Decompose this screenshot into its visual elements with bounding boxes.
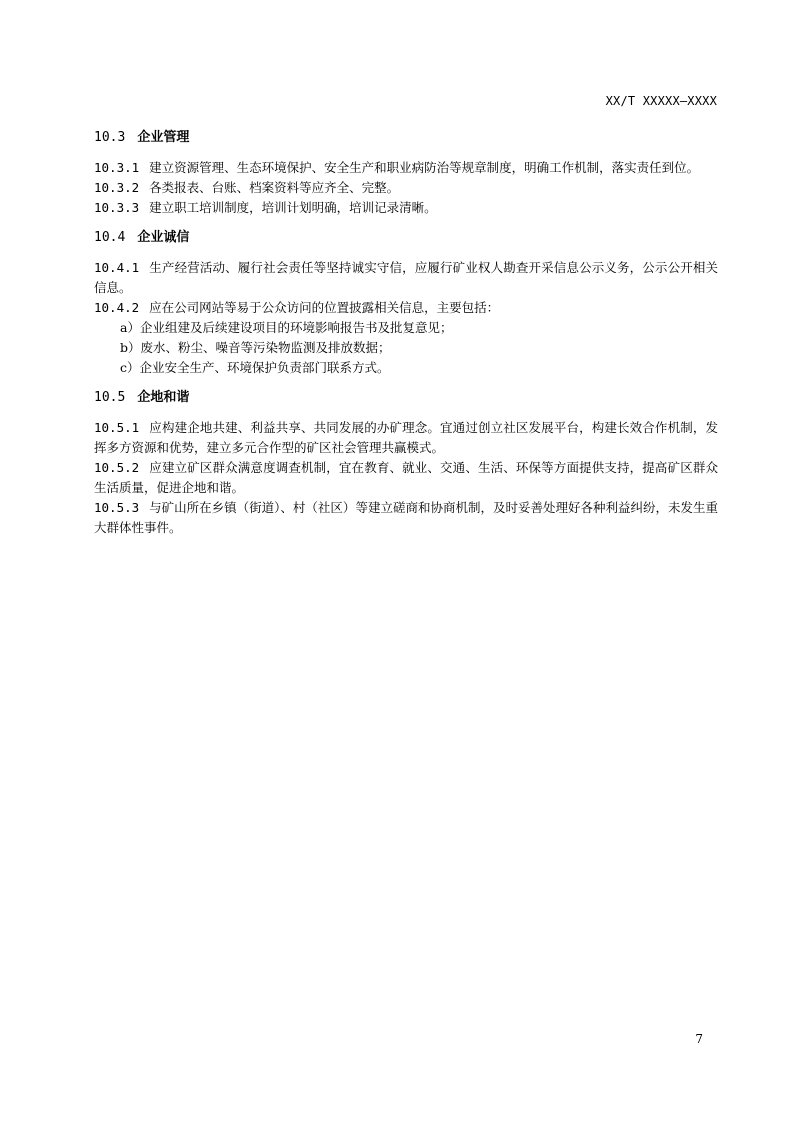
section-title: 企业诚信 <box>137 230 190 245</box>
clause-10-5-1 <box>94 418 718 458</box>
clause-text: 应构建企地共建、利益共享、共同发展的办矿理念。宜通过创立社区发展平台，构建长效合作机制，发挥多方资源和优势，建立多元合作型的矿区社会管理共赢模式。 <box>94 420 718 455</box>
page-number: 7 <box>695 1032 703 1046</box>
clause-text: 应建立矿区群众满意度调查机制，宜在教育、就业、交通、生活、环保等方面提供支持，提高矿区群众生活质量，促进企地和谐。 <box>94 460 718 495</box>
clause-number: 10.3.2 <box>94 180 140 195</box>
list-item: c）企业安全生产、环境保护负责部门联系方式。 <box>120 360 390 375</box>
list-item: b）废水、粉尘、噪音等污染物监测及排放数据； <box>120 340 391 355</box>
list-item: a）企业组建及后续建设项目的环境影响报告书及批复意见； <box>120 320 453 335</box>
clause-number: 10.4.2 <box>94 300 140 315</box>
section-enterprise-integrity <box>94 228 718 378</box>
clause-text: 各类报表、台账、档案资料等应齐全、完整。 <box>149 180 400 195</box>
section-title: 企地和谐 <box>137 390 190 405</box>
section-enterprise-community-harmony <box>94 388 718 538</box>
clause-10-5-2 <box>94 458 718 498</box>
clause-number: 10.3.3 <box>94 200 140 215</box>
clause-number: 10.4.1 <box>94 260 140 275</box>
clause-number: 10.5.3 <box>94 500 140 515</box>
document-body <box>94 128 718 538</box>
clause-text: 与矿山所在乡镇（街道）、村（社区）等建立磋商和协商机制，及时妥善处理好各种利益纠纷，未发生重大群体性事件。 <box>94 500 718 535</box>
clause-10-3-3 <box>94 198 718 218</box>
clause-10-5-3 <box>94 498 718 538</box>
section-heading <box>94 388 718 408</box>
clause-text: 应在公司网站等易于公众访问的位置披露相关信息，主要包括： <box>149 300 500 315</box>
section-number: 10.3 <box>94 130 126 145</box>
section-heading <box>94 128 718 148</box>
clause-10-3-1 <box>94 158 718 178</box>
section-title: 企业管理 <box>137 130 190 145</box>
clause-number: 10.5.2 <box>94 460 140 475</box>
clause-number: 10.5.1 <box>94 420 140 435</box>
clause-text: 建立资源管理、生态环境保护、安全生产和职业病防治等规章制度，明确工作机制，落实责任到位。 <box>149 160 700 175</box>
section-number: 10.5 <box>94 390 126 405</box>
clause-text: 生产经营活动、履行社会责任等坚持诚实守信，应履行矿业权人勘查开采信息公示义务，公示公开相关信息。 <box>94 260 718 295</box>
clause-text: 建立职工培训制度，培训计划明确，培训记录清晰。 <box>149 200 437 215</box>
clause-10-4-2 <box>94 298 718 318</box>
clause-10-4-1 <box>94 258 718 298</box>
section-heading <box>94 228 718 248</box>
standard-code-header: XX/T XXXXX—XXXX <box>605 94 717 108</box>
clause-10-3-2 <box>94 178 718 198</box>
clause-number: 10.3.1 <box>94 160 140 175</box>
section-enterprise-management <box>94 128 718 218</box>
section-number: 10.4 <box>94 230 126 245</box>
